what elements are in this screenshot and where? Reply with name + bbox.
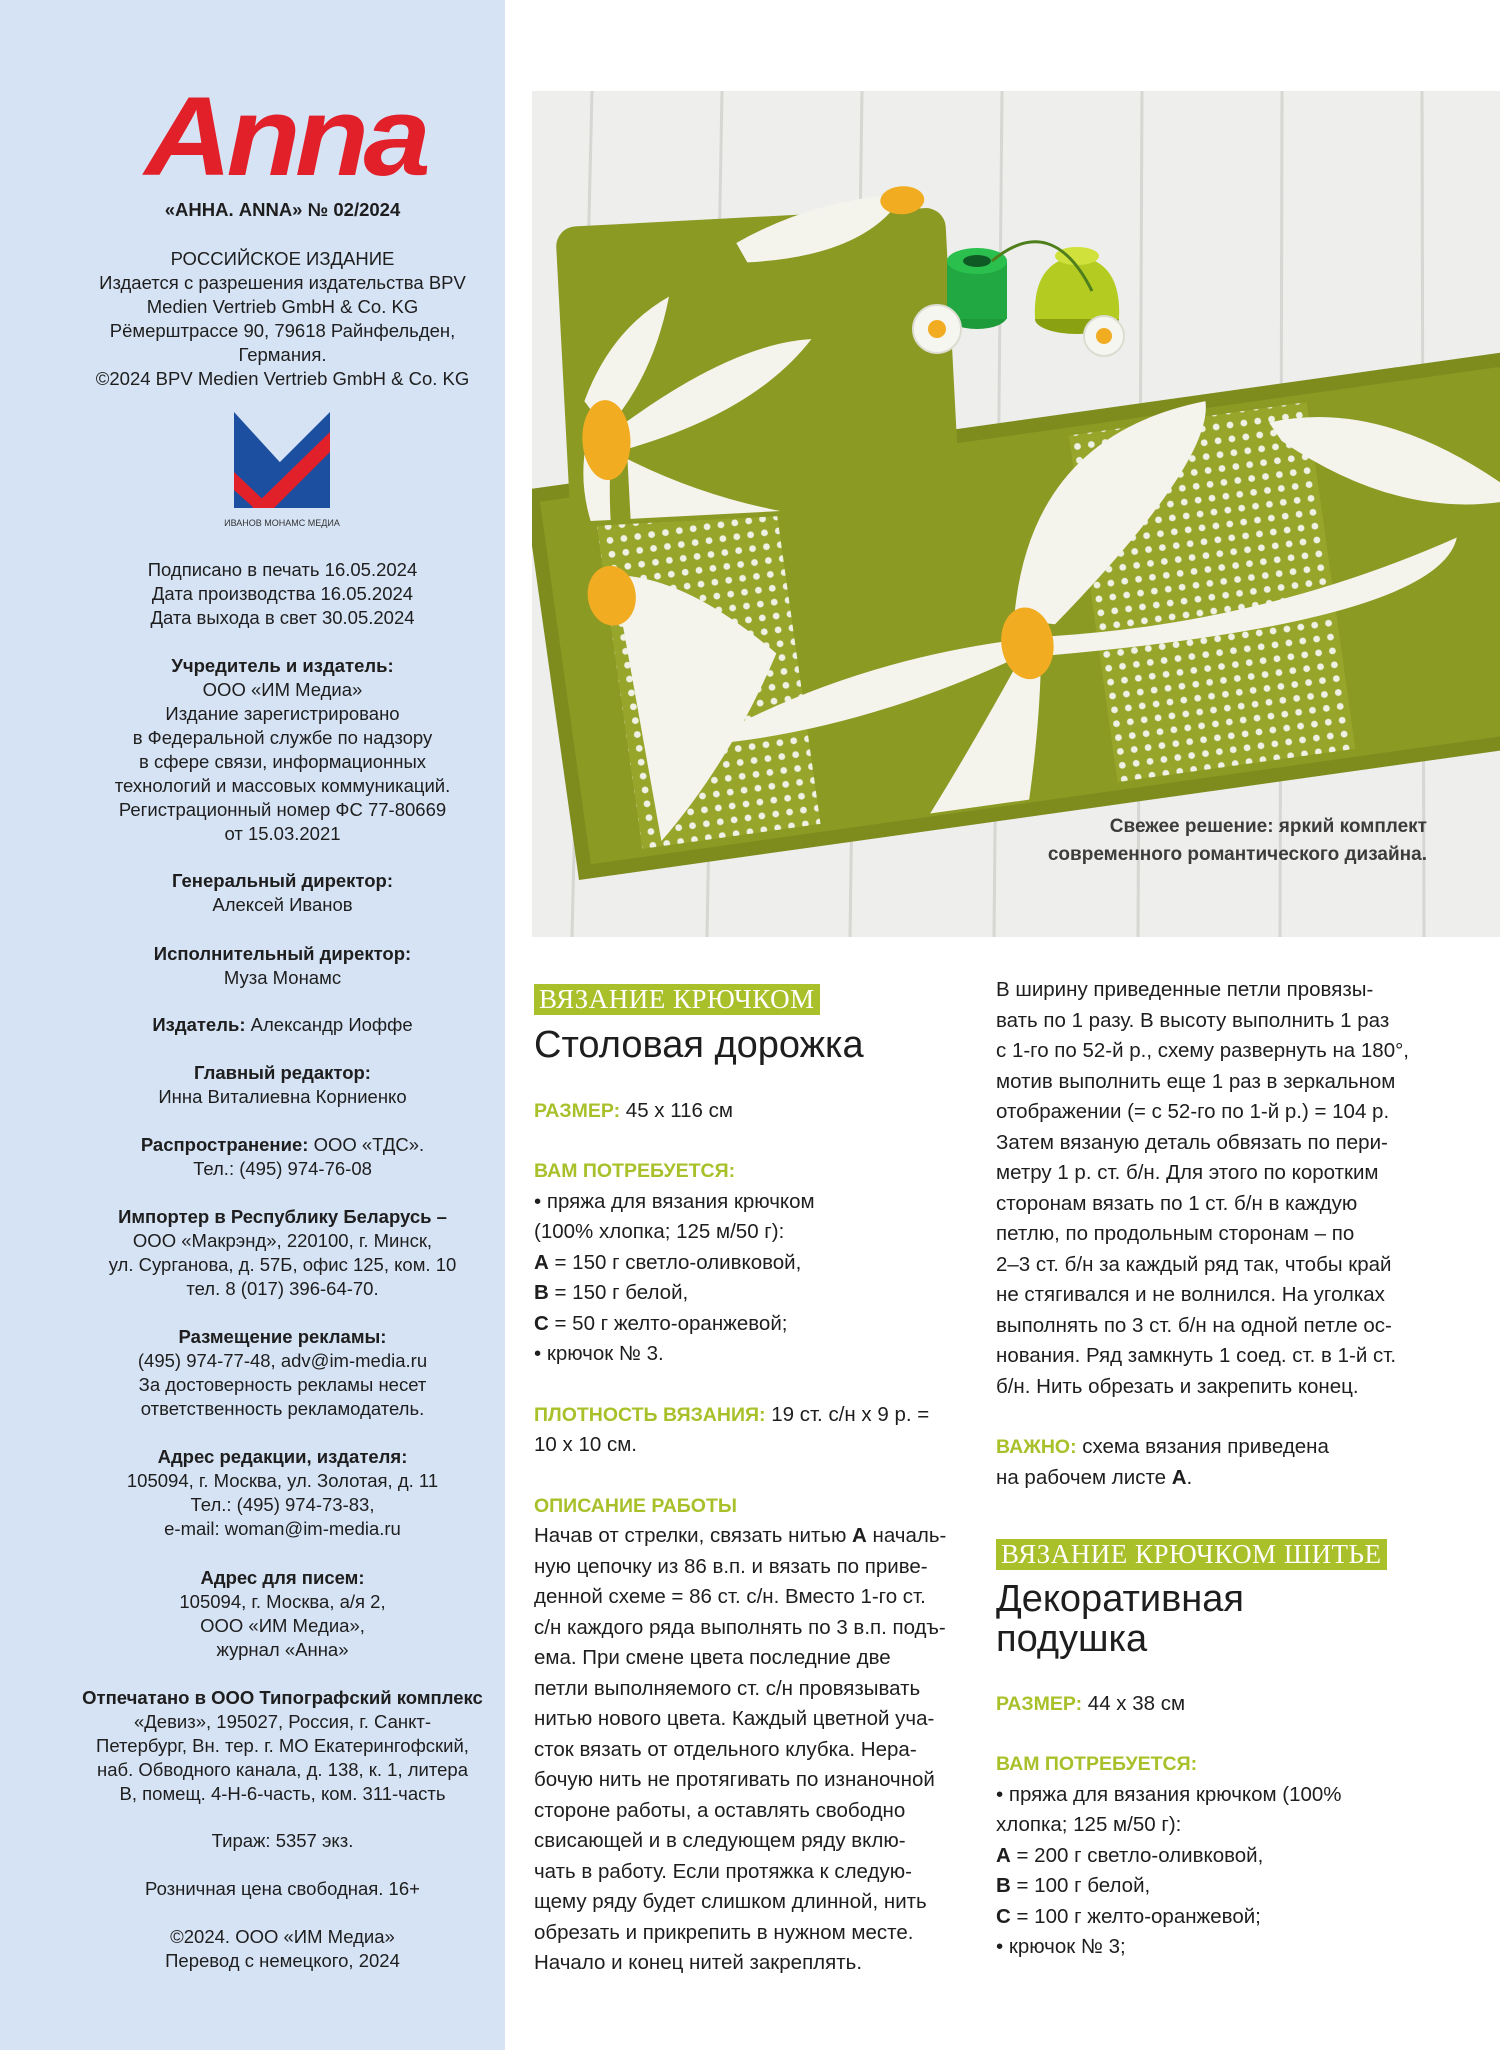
section-tag-2: ВЯЗАНИЕ КРЮЧКОМ ШИТЬЕ	[996, 1539, 1387, 1570]
product-photo	[532, 91, 1500, 937]
imprint-sidebar	[0, 0, 505, 2050]
publisher-logo-text: ИВАНОВ МОНАМС МЕДИА	[224, 518, 340, 528]
instructions-heading: ОПИСАНИЕ РАБОТЫ	[534, 1494, 737, 1517]
publisher-name: Издатель: Александр Иоффе	[152, 1014, 413, 1035]
runner-article-continued: В ширину приведенные петли провязы- вать по 1 разу. В высоту выполнить 1 раз с 1-го по 52-й р., схему развернуть на 180°, мотив выполнить еще 1 раз в зеркальном отображении (= с 52-го по 1-й р.) = 104 р. Затем вязаную деталь обвязать по пери- метру 1 р. ст. б/н. Для этого по коротким сторонам вязать по 1 ст. б/н в каждую петлю, по продольным сторонам – по 2–3 ст. б/н за каждый ряд так, чтобы край не стягивался и не волнился. На уголках выполнять по 3 ст. б/н на одной петле ос- нования. Ряд замкнуть 1 соед. ст. в 1-й ст. б/н. Нить обрезать и закрепить конец. ВАЖНО: схема вязания приведена на рабочем листе A. ВЯЗАНИЕ КРЮЧКОМ ШИТЬЕ Декоративная подушка РАЗМЕР: 44 х 38 см ВАМ ПОТРЕБУЕТСЯ: • пряжа для вязания крючком (100% хлопка; 125 м/50 г): A = 200 г светло-оливковой, B = 100 г белой, C = 100 г желто-оранжевой; • крючок № 3;	[996, 975, 1456, 1963]
magazine-logo: Anna	[144, 74, 426, 199]
distribution: Распространение: ООО «ТДС». Тел.: (495) 974-76-08	[140, 1134, 425, 1179]
editorial-address: Адрес редакции, издателя: 105094, г. Москва, ул. Золотая, д. 11 Тел.: (495) 974-73-83, e-mail: woman@im-media.ru	[126, 1446, 439, 1539]
article-title: Столовая дорожка	[534, 1023, 864, 1066]
photo-caption: Свежее решение: яркий комплект современного романтического дизайна.	[1047, 816, 1427, 865]
general-director: Генеральный директор: Алексей Иванов	[171, 870, 394, 915]
issue-number: «АННА. ANNA» № 02/2024	[164, 199, 401, 220]
article-title-2: Декоративная подушка	[996, 1577, 1245, 1660]
edition-info: РОССИЙСКОЕ ИЗДАНИЕ Издается с разрешения издательства BPV Medien Vertrieb GmbH & Co. KG Рёмерштрассе 90, 79618 Райнфельден, Германия. ©2024 BPV Medien Vertrieb GmbH & Co. KG	[95, 248, 470, 389]
advertising: Размещение рекламы: (495) 974-77-48, adv@im-media.ru За достоверность рекламы несет ответственность рекламодатель.	[137, 1326, 428, 1419]
executive-director: Исполнительный директор: Муза Монамс	[153, 943, 412, 988]
materials-heading-2: ВАМ ПОТРЕБУЕТСЯ:	[996, 1753, 1198, 1775]
belarus-importer: Импортер в Республику Беларусь – ООО «Макрэнд», 220100, г. Минск, ул. Сурганова, д. 57Б, офис 125, ком. 10 тел. 8 (017) 396-64-70.	[108, 1206, 457, 1299]
postal-address: Адрес для писем: 105094, г. Москва, а/я 2, ООО «ИМ Медиа», журнал «Анна»	[179, 1567, 386, 1660]
printing-house: Отпечатано в ООО Типографский комплекс «Девиз», 195027, Россия, г. Санкт- Петербург, Вн. тер. г. МО Екатерингофский, наб. Обводного канала, д. 138, к. 1, литера В, помещ. 4-Н-6-часть, ком. 311-часть	[82, 1687, 483, 1804]
print-dates: Подписано в печать 16.05.2024 Дата производства 16.05.2024 Дата выхода в свет 30.05.2024	[147, 559, 418, 628]
circulation: Тираж: 5357 экз.	[211, 1830, 354, 1851]
chief-editor: Главный редактор: Инна Виталиевна Корниенко	[158, 1062, 407, 1107]
gauge-line: ПЛОТНОСТЬ ВЯЗАНИЯ: 19 ст. с/н х 9 р. =	[534, 1402, 930, 1426]
publisher-logo-icon	[232, 410, 332, 510]
important-note: ВАЖНО: схема вязания приведена	[996, 1435, 1329, 1458]
founder-info: Учредитель и издатель: ООО «ИМ Медиа» Издание зарегистрировано в Федеральной службе по надзору в сфере связи, информационных технологий и массовых коммуникаций. Регистрационный номер ФС 77-80669 от 15.03.2021	[114, 655, 451, 844]
materials-heading: ВАМ ПОТРЕБУЕТСЯ:	[534, 1160, 736, 1182]
retail-price: Розничная цена свободная. 16+	[145, 1878, 420, 1899]
runner-article: ВЯЗАНИЕ КРЮЧКОМ Столовая дорожка РАЗМЕР: 45 х 116 см ВАМ ПОТРЕБУЕТСЯ: • пряжа для вязания крючком (100% хлопка; 125 м/50 г): A = 150 г светло-оливковой, B = 150 г белой, C = 50 г желто-оранжевой; • крючок № 3. ПЛОТНОСТЬ ВЯЗАНИЯ: 19 ст. с/н х 9 р. = 10 х 10 см. ОПИСАНИЕ РАБОТЫ Начав от стрелки, связать нитью A началь- ную цепочку из 86 в.п. и вязать по приве- денной схеме = 86 ст. с/н. Вместо 1-го ст. с/н каждого ряда выполнять по 3 в.п. подъ- ема. При смене цвета последние две петли выполняемого ст. с/н провязывать нитью нового цвета. Каждый цветной уча- сток вязать от отдельного клубка. Нера- бочую нить не протягивать по изнаночной стороне работы, а оставлять свободно свисающей и в следующем ряду вклю- чать в работу. Если протяжка к следую- щему ряду будет слишком длинной, нить обрезать и прикрепить в нужном месте. Начало и конец нитей закреплять.	[534, 984, 974, 1979]
copyright: ©2024. ООО «ИМ Медиа» Перевод с немецкого, 2024	[165, 1926, 400, 1971]
crochet-set-illustration	[532, 91, 1500, 937]
size-line: РАЗМЕР: 45 х 116 см	[534, 1098, 733, 1122]
decorative-pillow	[554, 184, 960, 527]
section-tag: ВЯЗАНИЕ КРЮЧКОМ	[534, 984, 820, 1015]
pillow-article: ВЯЗАНИЕ КРЮЧКОМ ШИТЬЕ Декоративная подушка РАЗМЕР: 44 х 38 см ВАМ ПОТРЕБУЕТСЯ: • пряжа для вязания крючком (100% хлопка; 125 м/50 г): A = 200 г светло-оливковой, B = 100 г белой, C = 100 г желто-оранжевой; • крючок № 3;	[996, 1539, 1456, 1963]
size-line-2: РАЗМЕР: 44 х 38 см	[996, 1691, 1186, 1715]
